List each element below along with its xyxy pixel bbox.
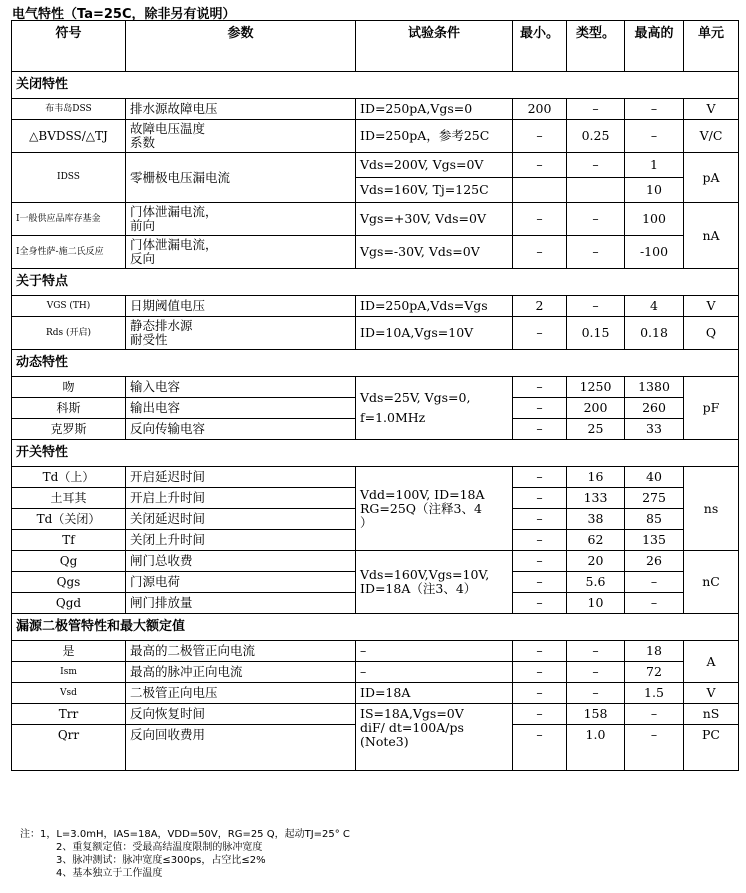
unit-vgs: V: [684, 296, 739, 317]
sym-idss: IDSS: [12, 153, 126, 203]
cond-rr: IS=18A,Vgs=0V diF/ dt=100A/ps (Note3): [356, 704, 513, 771]
cond-idss-2: Vds=160V, Tj=125C: [356, 178, 513, 203]
typ-tr: 133: [567, 488, 625, 509]
min-crss: –: [513, 419, 567, 440]
min-qgs: –: [513, 572, 567, 593]
typ-tf: 62: [567, 530, 625, 551]
header-typ: 类型。: [567, 21, 625, 72]
sym-vgs: VGS (TH): [12, 296, 126, 317]
cond-q: Vds=160V,Vgs=10V, ID=18A（注3、4）: [356, 551, 513, 614]
cond-rds: ID=10A,Vgs=10V: [356, 317, 513, 350]
typ-qg: 20: [567, 551, 625, 572]
max-idss-1: 1: [625, 153, 684, 178]
unit-is: A: [684, 641, 739, 683]
max-dbv: –: [625, 120, 684, 153]
min-ism: –: [513, 662, 567, 683]
typ-tdoff: 38: [567, 509, 625, 530]
param-is: 最高的二极管正向电流: [126, 641, 356, 662]
sym-vsd: Vsd: [12, 683, 126, 704]
section-sw: 开关特性: [12, 440, 739, 467]
unit-dyn: pF: [684, 377, 739, 440]
max-qg: 26: [625, 551, 684, 572]
cond-bvdss: ID=250pA,Vgs=0: [356, 99, 513, 120]
max-tf: 135: [625, 530, 684, 551]
sym-dbv: △BVDSS/△TJ: [12, 120, 126, 153]
sym-trr: Trr: [12, 704, 126, 725]
sym-coss: 科斯: [12, 398, 126, 419]
typ-trr: 158: [567, 704, 625, 725]
min-trr: –: [513, 704, 567, 725]
note-3: 3、脉冲测试：脉冲宽度≤300ps，占空比≤2%: [56, 855, 266, 866]
cond-sw: Vdd=100V, ID=18A RG=25Q（注释3、4 ）: [356, 467, 513, 551]
unit-trr: nS: [684, 704, 739, 725]
min-idss: –: [513, 153, 567, 178]
min-is: –: [513, 641, 567, 662]
param-trr: 反向恢复时间: [126, 704, 356, 725]
unit-q: nC: [684, 551, 739, 614]
param-rds: 静态排水源 耐受性: [126, 317, 356, 350]
typ-vsd: –: [567, 683, 625, 704]
typ-tdon: 16: [567, 467, 625, 488]
min-rds: –: [513, 317, 567, 350]
max-vsd: 1.5: [625, 683, 684, 704]
param-vgs: 日期阈值电压: [126, 296, 356, 317]
cond-ism: –: [356, 662, 513, 683]
min-idss-2: [513, 178, 567, 203]
sym-is: 是: [12, 641, 126, 662]
cond-is: –: [356, 641, 513, 662]
param-dbv: 故障电压温度 系数: [126, 120, 356, 153]
param-tdoff: 关闭延迟时间: [126, 509, 356, 530]
cond-idss-1: Vds=200V, Vgs=0V: [356, 153, 513, 178]
max-vgs: 4: [625, 296, 684, 317]
param-ciss: 输入电容: [126, 377, 356, 398]
min-tdoff: –: [513, 509, 567, 530]
max-ciss: 1380: [625, 377, 684, 398]
cond-igf: Vgs=+30V, Vds=0V: [356, 203, 513, 236]
max-igf: 100: [625, 203, 684, 236]
min-tdon: –: [513, 467, 567, 488]
param-coss: 输出电容: [126, 398, 356, 419]
electrical-characteristics-table: [11, 20, 739, 771]
typ-bvdss: –: [567, 99, 625, 120]
sym-tdoff: Td（关闭）: [12, 509, 126, 530]
sym-bvdss: 布韦岛DSS: [12, 99, 126, 120]
max-qgd: –: [625, 593, 684, 614]
typ-rds: 0.15: [567, 317, 625, 350]
min-tr: –: [513, 488, 567, 509]
unit-ig: nA: [684, 203, 739, 269]
param-idss: 零栅极电压漏电流: [126, 153, 356, 203]
typ-coss: 200: [567, 398, 625, 419]
max-igr: -100: [625, 236, 684, 269]
min-vsd: –: [513, 683, 567, 704]
unit-dbv: V/C: [684, 120, 739, 153]
max-ism: 72: [625, 662, 684, 683]
header-max: 最高的: [625, 21, 684, 72]
param-tdon: 开启延迟时间: [126, 467, 356, 488]
cond-dbv: ID=250pA，参考25C: [356, 120, 513, 153]
sym-tr: 土耳其: [12, 488, 126, 509]
max-tdon: 40: [625, 467, 684, 488]
sym-rds: Rds (开启): [12, 317, 126, 350]
cond-igr: Vgs=-30V, Vds=0V: [356, 236, 513, 269]
max-crss: 33: [625, 419, 684, 440]
min-qgd: –: [513, 593, 567, 614]
min-qg: –: [513, 551, 567, 572]
sym-crss: 克罗斯: [12, 419, 126, 440]
unit-sw: ns: [684, 467, 739, 551]
min-tf: –: [513, 530, 567, 551]
min-igf: –: [513, 203, 567, 236]
header-symbol: 符号: [12, 21, 126, 72]
param-crss: 反向传输电容: [126, 419, 356, 440]
section-dyn: 动态特性: [12, 350, 739, 377]
max-idss-2: 10: [625, 178, 684, 203]
min-qrr: –: [513, 725, 567, 771]
max-qrr: –: [625, 725, 684, 771]
max-trr: –: [625, 704, 684, 725]
typ-dbv: 0.25: [567, 120, 625, 153]
cond-dyn: Vds=25V, Vgs=0, f=1.0MHz: [356, 377, 513, 440]
param-igf: 门体泄漏电流， 前向: [126, 203, 356, 236]
typ-idss-2: [567, 178, 625, 203]
section-on: 关于特点: [12, 269, 739, 296]
max-tr: 275: [625, 488, 684, 509]
typ-ism: –: [567, 662, 625, 683]
max-is: 18: [625, 641, 684, 662]
typ-crss: 25: [567, 419, 625, 440]
param-ism: 最高的脉冲正向电流: [126, 662, 356, 683]
section-title: 电气特性（Ta=25C，除非另有说明）: [12, 7, 236, 22]
typ-idss: –: [567, 153, 625, 178]
unit-idss: pA: [684, 153, 739, 203]
param-qgd: 闸门排放量: [126, 593, 356, 614]
typ-ciss: 1250: [567, 377, 625, 398]
param-igr: 门体泄漏电流， 反向: [126, 236, 356, 269]
typ-vgs: –: [567, 296, 625, 317]
typ-qgd: 10: [567, 593, 625, 614]
min-igr: –: [513, 236, 567, 269]
sym-qgs: Qgs: [12, 572, 126, 593]
min-dbv: –: [513, 120, 567, 153]
unit-vsd: V: [684, 683, 739, 704]
section-off: 关闭特性: [12, 72, 739, 99]
header-param: 参数: [126, 21, 356, 72]
unit-bvdss: V: [684, 99, 739, 120]
min-vgs: 2: [513, 296, 567, 317]
sym-igr: I全身性萨-施二氏反应: [12, 236, 126, 269]
max-qgs: –: [625, 572, 684, 593]
typ-is: –: [567, 641, 625, 662]
note-2: 2、重复额定值：受最高结温度限制的脉冲宽度: [56, 842, 263, 853]
typ-igr: –: [567, 236, 625, 269]
typ-igf: –: [567, 203, 625, 236]
max-bvdss: –: [625, 99, 684, 120]
param-tr: 开启上升时间: [126, 488, 356, 509]
unit-rds: Q: [684, 317, 739, 350]
cond-vgs: ID=250pA,Vds=Vgs: [356, 296, 513, 317]
sym-tf: Tf: [12, 530, 126, 551]
param-bvdss: 排水源故障电压: [126, 99, 356, 120]
min-bvdss: 200: [513, 99, 567, 120]
header-unit: 单元: [684, 21, 739, 72]
sym-igf: I一般供应品库存基金: [12, 203, 126, 236]
typ-qrr: 1.0: [567, 725, 625, 771]
param-qg: 闸门总收费: [126, 551, 356, 572]
unit-qrr: PC: [684, 725, 739, 771]
min-coss: –: [513, 398, 567, 419]
max-rds: 0.18: [625, 317, 684, 350]
sym-qg: Qg: [12, 551, 126, 572]
sym-qrr: Qrr: [12, 725, 126, 771]
sym-tdon: Td（上）: [12, 467, 126, 488]
sym-qgd: Qgd: [12, 593, 126, 614]
min-ciss: –: [513, 377, 567, 398]
param-qgs: 门源电荷: [126, 572, 356, 593]
note-4: 4、基本独立于工作温度: [56, 868, 163, 879]
header-min: 最小。: [513, 21, 567, 72]
notes: [20, 828, 350, 880]
section-diode: 漏源二极管特性和最大额定值: [12, 614, 739, 641]
param-qrr: 反向回收费用: [126, 725, 356, 771]
cond-vsd: ID=18A: [356, 683, 513, 704]
sym-ism: Ism: [12, 662, 126, 683]
param-vsd: 二极管正向电压: [126, 683, 356, 704]
header-cond: 试验条件: [356, 21, 513, 72]
param-tf: 关闭上升时间: [126, 530, 356, 551]
typ-qgs: 5.6: [567, 572, 625, 593]
max-tdoff: 85: [625, 509, 684, 530]
sym-ciss: 吻: [12, 377, 126, 398]
max-coss: 260: [625, 398, 684, 419]
note-1: 注：1，L=3.0mH，IAS=18A，VDD=50V，RG=25 Q，起动TJ=25° C: [20, 829, 350, 840]
